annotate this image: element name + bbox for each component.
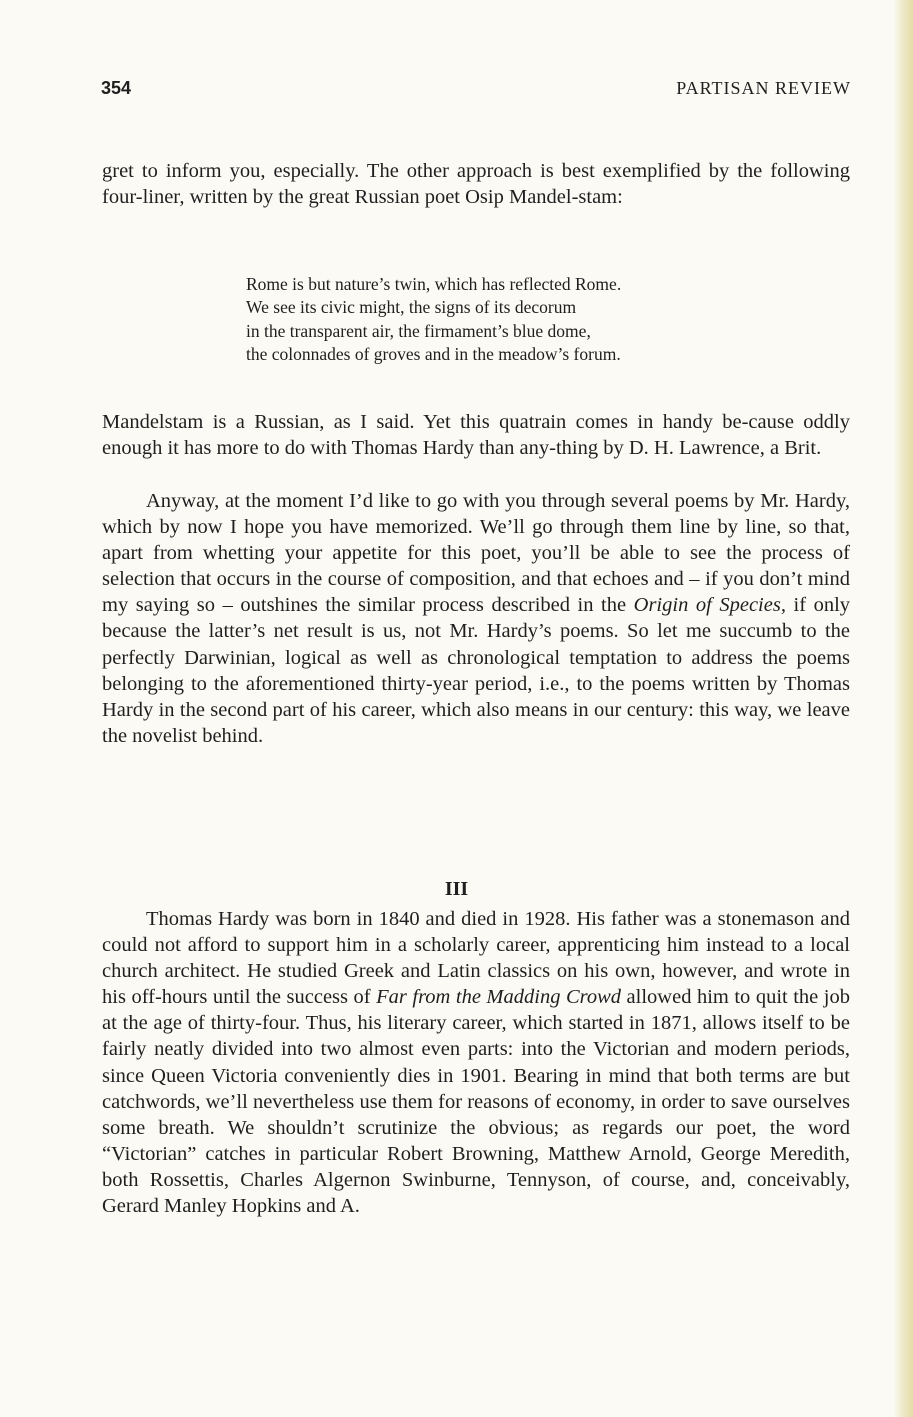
- page-number: 354: [101, 78, 132, 98]
- verse-line: in the transparent air, the firmament’s blue dome,: [246, 320, 591, 341]
- book-title-origin-of-species: Origin of Species,: [633, 594, 786, 617]
- paragraph-2: Mandelstam is a Russian, as I said. Yet this quatrain comes in handy be-cause oddly enough it has more to do with Thomas Hardy than any-thing by D. H. Lawrence, a Brit.: [102, 411, 850, 460]
- verse-line: We see its civic might, the signs of its decorum: [246, 297, 577, 318]
- paragraph-3-text-a: Anyway, at the moment I’d like to go with you through several poems by Mr. Hardy, which by now I hope you have memorized. We’ll go through them line by line, so that, apart from whetting your appetite for this poet, you’ll be able to see the process of selection that occurs in the course of composition, and that echoes and – if you don’t mind my saying so – outshines the similar process described in the: [102, 490, 850, 617]
- page-header: [101, 76, 851, 100]
- running-head: PARTISAN REVIEW: [676, 78, 851, 98]
- verse-quatrain: [246, 273, 806, 366]
- paragraph-4-text-a: Thomas Hardy was born in 1840 and died in 1928. His father was a stonemason and could not afford to support him in a scholarly career, apprenticing him instead to a local church architect. He studied Greek and Latin classics on his own, however, and wrote in his off-hours until the success of: [102, 908, 850, 1009]
- book-title-far-from-the-madding-crowd: Far from the Madding Crowd: [376, 986, 622, 1009]
- paragraph-3: [102, 488, 850, 749]
- section-heading: III: [444, 878, 469, 900]
- paragraph-1: gret to inform you, especially. The other approach is best exemplified by the following four-liner, written by the great Russian poet Osip Mandel-stam:: [102, 160, 850, 209]
- paragraph-3-text-b: if only because the latter’s net result is us, not Mr. Hardy’s poems. So let me succumb to the perfectly Darwinian, logical as well as chronological temptation to address the poems belonging to the aforementioned thirty-year period, i.e., to the poems written by Thomas Hardy in the second part of his career, which also means in our century: this way, we leave the novelist behind.: [102, 594, 851, 747]
- verse-line: Rome is but nature’s twin, which has reflected Rome.: [246, 274, 622, 294]
- paragraph-4-text-b: allowed him to quit the job at the age of thirty-four. Thus, his literary career, which started in 1871, allows itself to be fairly neatly divided into two almost even parts: into the Victorian and modern periods, since Queen Victoria conveniently dies in 1901. Bearing in mind that both terms are but catchwords, we’ll nevertheless use them for reasons of economy, in order to save ourselves some breath. We shouldn’t scrutinize the obvious; as regards our poet, the word “Victorian” catches in particular Robert Browning, Matthew Arnold, George Meredith, both Rossettis, Charles Algernon Swinburne, Tennyson, of course, and, conceivably, Gerard Manley Hopkins and A.: [102, 986, 850, 1218]
- paragraph-4: [102, 906, 850, 1219]
- page-edge-shading: [893, 0, 913, 1417]
- verse-line: the colonnades of groves and in the meadow’s forum.: [246, 343, 621, 364]
